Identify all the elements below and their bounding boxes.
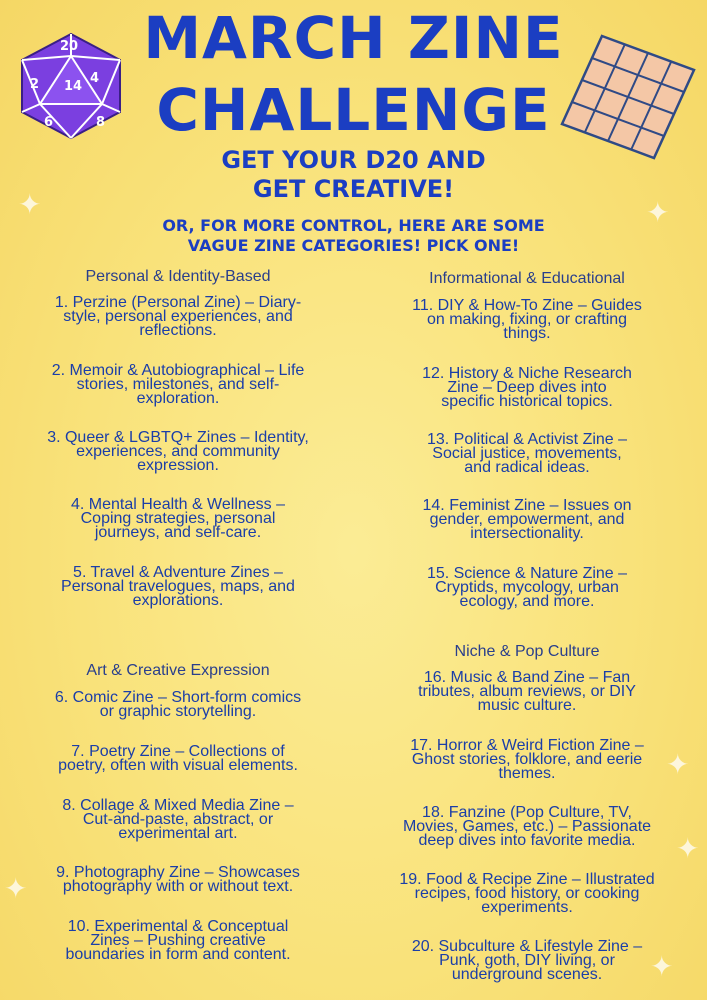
list-item: 6. Comic Zine – Short-form comics or graphic storytelling.	[54, 689, 302, 720]
list-item: 8. Collage & Mixed Media Zine – Cut-and-paste, abstract, or experimental art.	[62, 797, 294, 842]
list-item: 10. Experimental & Conceptual Zines – Pushing creative boundaries in form and content.	[65, 918, 291, 963]
list-item: 12. History & Niche Research Zine – Deep dives into specific historical topics.	[422, 365, 632, 410]
instruction-line2: VAGUE ZINE CATEGORIES! PICK ONE!	[187, 236, 520, 255]
sparkle-decoration: ✦	[4, 873, 28, 904]
list-item: 19. Food & Recipe Zine – Illustrated recipes, food history, or cooking experiments.	[399, 871, 655, 916]
list-item: 18. Fanzine (Pop Culture, TV, Movies, Games, etc.) – Passionate deep dives into favorite media.	[402, 804, 652, 849]
dice-number: 20	[60, 39, 79, 54]
sparkle-decoration: ✦	[666, 749, 690, 780]
page-title-line1: MARCH ZINE	[143, 4, 564, 72]
dice-number: 2	[30, 77, 40, 92]
category-heading: Art & Creative Expression	[86, 662, 270, 679]
category-heading: Niche & Pop Culture	[454, 643, 600, 660]
list-item: 17. Horror & Weird Fiction Zine – Ghost stories, folklore, and eerie themes.	[410, 737, 644, 782]
list-item: 11. DIY & How-To Zine – Guides on making, fixing, or crafting things.	[412, 297, 642, 342]
dice-number: 4	[90, 71, 100, 86]
sparkle-decoration: ✦	[650, 951, 674, 982]
list-item: 20. Subculture & Lifestyle Zine – Punk, goth, DIY living, or underground scenes.	[411, 938, 643, 983]
category-heading: Informational & Educational	[429, 270, 625, 287]
dice-number: 6	[44, 115, 54, 130]
list-item: 4. Mental Health & Wellness – Coping strategies, personal journeys, and self-care.	[70, 496, 286, 541]
sparkle-decoration: ✦	[646, 197, 670, 228]
instruction-line1: OR, FOR MORE CONTROL, HERE ARE SOME	[162, 216, 545, 235]
list-item: 16. Music & Band Zine – Fan tributes, album reviews, or DIY music culture.	[418, 669, 636, 714]
dice-number: 8	[96, 115, 106, 130]
list-item: 1. Perzine (Personal Zine) – Diary- style, personal experiences, and reflections.	[54, 294, 302, 339]
dice-number: 14	[64, 79, 83, 94]
list-item: 7. Poetry Zine – Collections of poetry, often with visual elements.	[58, 743, 298, 774]
list-item: 15. Science & Nature Zine – Cryptids, mycology, urban ecology, and more.	[426, 565, 628, 610]
subtitle-line1: GET YOUR D20 AND	[221, 146, 486, 174]
list-item: 9. Photography Zine – Showcases photography with or without text.	[56, 864, 300, 895]
page-title-line2: CHALLENGE	[156, 76, 551, 144]
list-item: 5. Travel & Adventure Zines – Personal travelogues, maps, and explorations.	[61, 564, 295, 609]
sparkle-decoration: ✦	[676, 833, 700, 864]
category-heading: Personal & Identity-Based	[85, 268, 271, 285]
list-item: 13. Political & Activist Zine – Social justice, movements, and radical ideas.	[426, 431, 628, 476]
list-item: 2. Memoir & Autobiographical – Life stories, milestones, and self- exploration.	[51, 362, 305, 407]
sparkle-decoration: ✦	[18, 189, 42, 220]
list-item: 14. Feminist Zine – Issues on gender, empowerment, and intersectionality.	[422, 497, 632, 542]
list-item: 3. Queer & LGBTQ+ Zines – Identity, experiences, and community expression.	[47, 429, 309, 474]
subtitle-line2: GET CREATIVE!	[252, 175, 455, 203]
